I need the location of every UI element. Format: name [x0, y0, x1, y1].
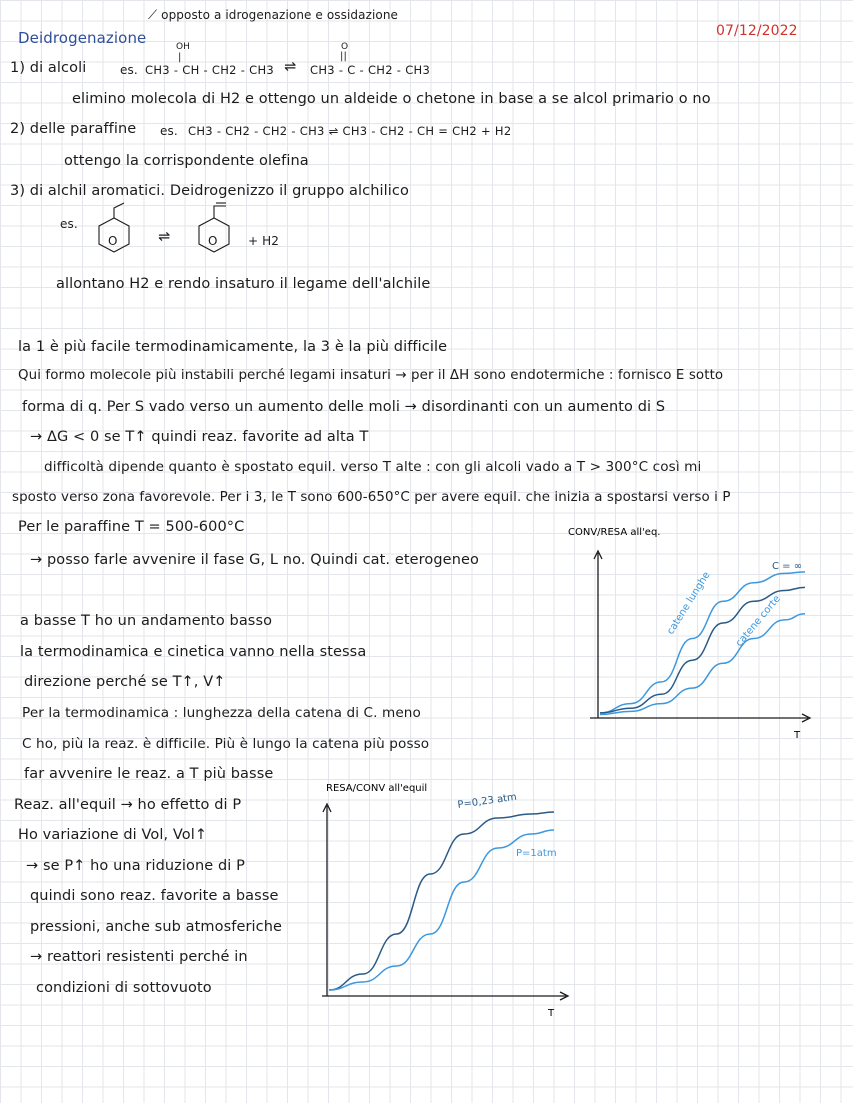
ring-inner-symbol-reactant: O — [108, 234, 118, 248]
pressure-line-1: Reaz. all'equil → ho effetto di P — [14, 797, 242, 813]
pressure-line-3: → se P↑ ho una riduzione di P — [26, 858, 245, 874]
body-line-5: difficoltà dipende quanto è spostato equil. verso T alte : con gli alcoli vado a T > 300°C così mi — [44, 459, 702, 475]
equilibrium-arrow: ⇌ — [284, 59, 297, 75]
series-line-p-0-23-atm — [329, 812, 554, 990]
body-line-1: la 1 è più facile termodinamicamente, la 3 è la più difficile — [18, 339, 448, 355]
series-label-catene-lunghe: catene lunghe — [665, 569, 713, 637]
pressure-line-2: Ho variazione di Vol, Vol↑ — [18, 827, 208, 843]
ring-inner-symbol-product: O — [208, 234, 218, 248]
hydrogen-byproduct: + H2 — [248, 234, 279, 248]
body-line-7: Per le paraffine T = 500-600°C — [18, 519, 245, 535]
oh-group-label: OH — [176, 42, 191, 52]
section-3-heading: 3) di alchil aromatici. Deidrogenizzo il gruppo alchilico — [10, 183, 409, 199]
kinetics-line-2: la termodinamica e cinetica vanno nella stessa — [20, 644, 367, 660]
chart2-labels — [457, 792, 557, 859]
body-line-2: Qui formo molecole più instabili perché legami insaturi → per il ΔH sono endotermiche : fornisco E sotto — [18, 368, 724, 383]
body-line-6: sposto verso zona favorevole. Per i 3, le T sono 600-650°C per avere equil. che inizia a spostarsi verso i P — [12, 490, 731, 505]
chart2-ylabel: RESA/CONV all'equil — [326, 783, 428, 794]
page-title: Deidrogenazione — [18, 29, 147, 47]
body-line-3: forma di q. Per S vado verso un aumento delle moli → disordinanti con un aumento di S — [22, 399, 666, 415]
ethyl-group — [114, 203, 124, 218]
series-label-c-: C = ∞ — [772, 561, 803, 572]
chart2-xlabel: T — [548, 1008, 555, 1019]
section-2-note: ottengo la corrispondente olefina — [64, 153, 309, 169]
section-3-note: allontano H2 e rendo insaturo il legame dell'alchile — [56, 276, 431, 292]
pressure-line-7: condizioni di sottovuoto — [36, 980, 212, 996]
section-2-heading: 2) delle paraffine — [10, 121, 137, 137]
kinetics-line-6: far avvenire le reaz. a T più basse — [24, 766, 274, 782]
section-2-example-prefix: es. — [160, 124, 178, 138]
section-3-example-prefix: es. — [60, 217, 78, 231]
section-1-heading: 1) di alcoli — [10, 60, 87, 76]
body-line-4: → ΔG < 0 se T↑ quindi reaz. favorite ad alta T — [30, 429, 369, 445]
chart1-ylabel: CONV/RESA all'eq. — [568, 527, 661, 538]
title-annotation: ⟋ opposto a idrogenazione e ossidazione — [148, 8, 399, 23]
kinetics-line-5: C ho, più la reaz. è difficile. Più è lungo la catena più posso — [22, 736, 430, 752]
chart2-lines — [329, 812, 554, 990]
ketone-formula: CH3 - C - CH2 - CH3 — [310, 63, 431, 77]
date: 07/12/2022 — [716, 23, 798, 39]
vinyl-group — [214, 206, 226, 218]
kinetics-line-4: Per la termodinamica : lunghezza della catena di C. meno — [22, 705, 421, 721]
chart1-lines — [600, 569, 805, 715]
series-label-catene-corte: catene corte — [733, 593, 783, 649]
double-bond-mark: || — [340, 51, 347, 62]
series-label-p-1atm: P=1atm — [516, 848, 557, 859]
series-line-catene-corte — [600, 614, 805, 715]
section-1-example-prefix: es. — [120, 63, 138, 77]
title-annotation-text: opposto a idrogenazione e ossidazione — [161, 8, 399, 22]
kinetics-line-3: direzione perché se T↑, V↑ — [24, 674, 226, 690]
chart-chain-length — [560, 525, 820, 745]
single-bond-mark: | — [178, 52, 182, 63]
chart1-xlabel: T — [794, 730, 801, 741]
aromatic-equilibrium-arrow: ⇌ — [158, 229, 171, 245]
paraffin-formula: CH3 - CH2 - CH2 - CH3 ⇌ CH3 - CH2 - CH = CH2 + H2 — [188, 124, 512, 138]
pressure-line-4: quindi sono reaz. favorite a basse — [30, 888, 279, 904]
kinetics-line-1: a basse T ho un andamento basso — [20, 613, 273, 629]
pressure-line-5: pressioni, anche sub atmosferiche — [30, 919, 283, 935]
carbonyl-o-label: O — [341, 42, 349, 52]
series-label-p-0-23-atm: P=0,23 atm — [456, 791, 518, 811]
body-line-8: → posso farle avvenire il fase G, L no. Quindi cat. eterogeneo — [30, 552, 479, 568]
section-1-note: elimino molecola di H2 e ottengo un aldeide o chetone in base a se alcol primario o no — [72, 91, 711, 107]
alcohol-formula: CH3 - CH - CH2 - CH3 — [145, 63, 275, 77]
pressure-line-6: → reattori resistenti perché in — [30, 949, 248, 965]
chart-pressure — [322, 780, 582, 1025]
